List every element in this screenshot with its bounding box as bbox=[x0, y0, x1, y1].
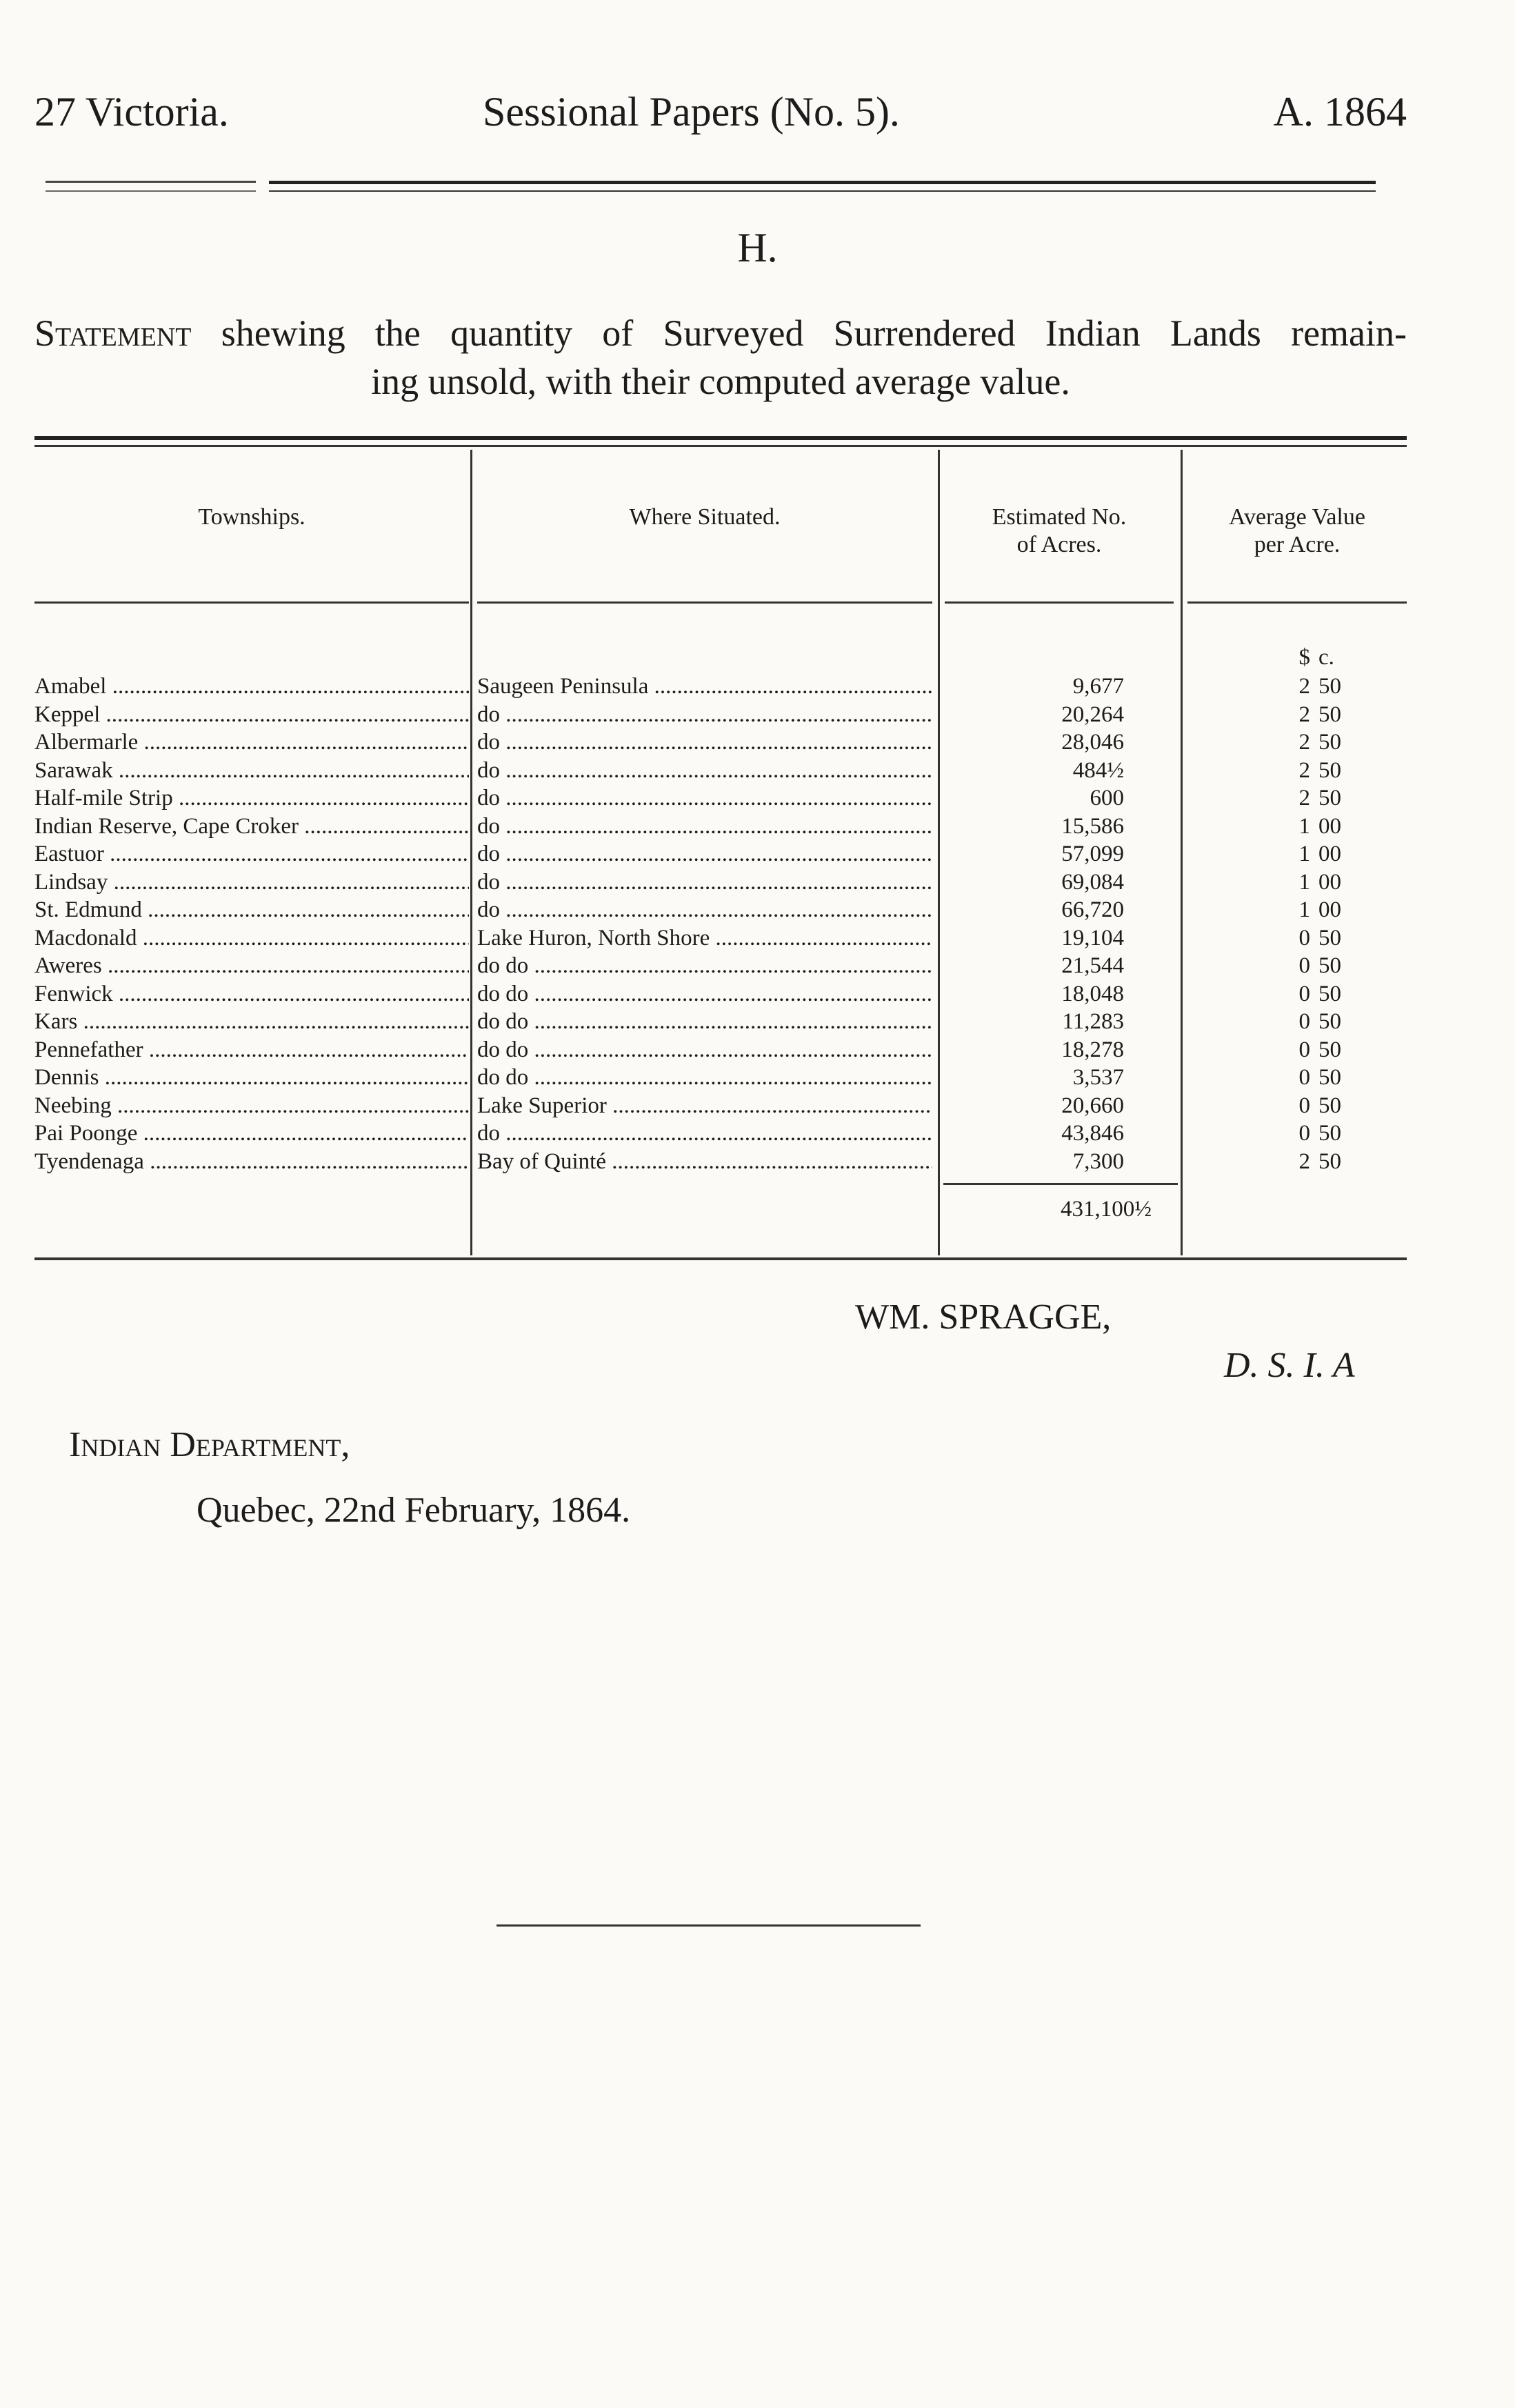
closing-rule bbox=[496, 1924, 921, 1927]
where-situated-cell: do ..... bbox=[477, 701, 932, 728]
header-townships: Townships. bbox=[198, 504, 305, 530]
acres-cell: 57,099 bbox=[1061, 842, 1124, 866]
where-situated-cell: do do ..... bbox=[477, 1064, 932, 1091]
header-where-situated: Where Situated. bbox=[629, 504, 781, 530]
acres-cell: 9,677 bbox=[1072, 674, 1124, 699]
township-cell: Pai Poonge ..... bbox=[34, 1120, 469, 1147]
table-row bbox=[0, 1120, 1515, 1147]
township-cell: Keppel ..... bbox=[34, 701, 469, 728]
where-situated-cell: do do ..... bbox=[477, 980, 932, 1008]
value-cents-cell: 50 bbox=[1318, 1148, 1341, 1174]
value-dollars-cell: 1 bbox=[1298, 813, 1310, 839]
township-cell: Eastuor ..... bbox=[34, 840, 469, 868]
running-head bbox=[34, 88, 1407, 137]
township-cell: Sarawak ..... bbox=[34, 757, 469, 784]
value-cents-cell: 50 bbox=[1318, 730, 1341, 755]
value-cents-cell: 50 bbox=[1318, 925, 1341, 951]
acres-cell: 11,283 bbox=[1062, 1009, 1124, 1034]
table-top-rule-thin bbox=[34, 445, 1407, 447]
table-row bbox=[0, 924, 1515, 952]
signer-title: D. S. I. A bbox=[1224, 1346, 1355, 1385]
value-dollars-cell: 1 bbox=[1298, 869, 1310, 895]
value-cents-cell: 50 bbox=[1318, 1093, 1341, 1118]
where-situated-cell: do ..... bbox=[477, 757, 932, 784]
where-situated-cell: do do ..... bbox=[477, 952, 932, 979]
value-cents-cell: 00 bbox=[1318, 842, 1341, 866]
header-rule bbox=[34, 601, 469, 604]
running-head-left: 27 Victoria. bbox=[34, 89, 229, 135]
township-cell: Macdonald ..... bbox=[34, 924, 469, 952]
acres-cell: 43,846 bbox=[1061, 1121, 1124, 1146]
value-dollars-cell: 0 bbox=[1298, 1037, 1310, 1062]
where-situated-cell: Lake Huron, North Shore ..... bbox=[477, 924, 932, 952]
unit-cents: c. bbox=[1318, 645, 1334, 670]
section-letter: H. bbox=[737, 225, 778, 270]
table-row bbox=[0, 896, 1515, 924]
where-situated-cell: Saugeen Peninsula ..... bbox=[477, 673, 932, 700]
table-top-rule bbox=[34, 436, 1407, 440]
acres-cell: 66,720 bbox=[1061, 897, 1124, 922]
township-cell: Tyendenaga ..... bbox=[34, 1148, 469, 1175]
township-cell: Amabel ..... bbox=[34, 673, 469, 700]
value-dollars-cell: 0 bbox=[1298, 1065, 1310, 1090]
statement-title bbox=[34, 309, 1407, 406]
township-cell: Dennis ..... bbox=[34, 1064, 469, 1091]
department: Indian Department, bbox=[69, 1425, 350, 1464]
value-cents-cell: 00 bbox=[1318, 869, 1341, 895]
table-row bbox=[0, 813, 1515, 840]
value-dollars-cell: 2 bbox=[1298, 786, 1310, 810]
table-row bbox=[0, 728, 1515, 756]
statement-line2: ing unsold, with their computed average value. bbox=[371, 361, 1070, 402]
total-acres: 431,100½ bbox=[1061, 1197, 1152, 1222]
township-cell: Aweres ..... bbox=[34, 952, 469, 979]
unit-dollars: $ bbox=[1298, 645, 1310, 670]
value-dollars-cell: 1 bbox=[1298, 897, 1310, 922]
table-row bbox=[0, 757, 1515, 784]
where-situated-cell: do ..... bbox=[477, 868, 932, 896]
where-situated-cell: do do ..... bbox=[477, 1008, 932, 1035]
township-cell: Half-mile Strip ..... bbox=[34, 784, 469, 812]
table-row bbox=[0, 1092, 1515, 1120]
township-cell: Lindsay ..... bbox=[34, 868, 469, 896]
acres-cell: 3,537 bbox=[1072, 1065, 1124, 1090]
table-row bbox=[0, 1036, 1515, 1064]
value-cents-cell: 50 bbox=[1318, 1037, 1341, 1062]
table-row bbox=[0, 980, 1515, 1008]
where-situated-cell: do do ..... bbox=[477, 1036, 932, 1064]
statement-lead-word: Statement bbox=[34, 312, 192, 354]
value-cents-cell: 00 bbox=[1318, 897, 1341, 922]
header-rule bbox=[945, 601, 1174, 604]
value-cents-cell: 50 bbox=[1318, 1009, 1341, 1034]
acres-cell: 28,046 bbox=[1061, 730, 1124, 755]
acres-cell: 18,278 bbox=[1061, 1037, 1124, 1062]
township-cell: Neebing ..... bbox=[34, 1092, 469, 1120]
where-situated-cell: do ..... bbox=[477, 784, 932, 812]
value-dollars-cell: 0 bbox=[1298, 981, 1310, 1006]
where-situated-cell: do ..... bbox=[477, 813, 932, 840]
value-cents-cell: 50 bbox=[1318, 953, 1341, 978]
running-head-right: A. 1864 bbox=[1273, 89, 1407, 135]
value-dollars-cell: 1 bbox=[1298, 842, 1310, 866]
header-value-line2: per Acre. bbox=[1254, 532, 1341, 557]
value-dollars-cell: 2 bbox=[1298, 730, 1310, 755]
value-cents-cell: 50 bbox=[1318, 981, 1341, 1006]
place-date: Quebec, 22nd February, 1864. bbox=[197, 1491, 631, 1530]
table-row bbox=[0, 1064, 1515, 1091]
head-rule-short bbox=[46, 181, 256, 183]
value-cents-cell: 50 bbox=[1318, 1121, 1341, 1146]
table-row bbox=[0, 784, 1515, 812]
header-value-line1: Average Value bbox=[1229, 504, 1365, 530]
township-cell: Albermarle ..... bbox=[34, 728, 469, 756]
table-row bbox=[0, 1148, 1515, 1175]
value-cents-cell: 50 bbox=[1318, 674, 1341, 699]
head-rule-thick bbox=[269, 181, 1376, 184]
header-acres-line1: Estimated No. bbox=[992, 504, 1127, 530]
header-average-value bbox=[1187, 504, 1407, 559]
value-cents-cell: 50 bbox=[1318, 786, 1341, 810]
table-row bbox=[0, 952, 1515, 979]
where-situated-cell: do ..... bbox=[477, 840, 932, 868]
table-row bbox=[0, 673, 1515, 700]
value-dollars-cell: 2 bbox=[1298, 757, 1310, 783]
acres-cell: 20,264 bbox=[1061, 701, 1124, 727]
value-cents-cell: 50 bbox=[1318, 701, 1341, 727]
acres-cell: 69,084 bbox=[1061, 869, 1124, 895]
header-rule bbox=[477, 601, 932, 604]
table-row bbox=[0, 868, 1515, 896]
value-dollars-cell: 0 bbox=[1298, 1093, 1310, 1118]
header-rule bbox=[1187, 601, 1407, 604]
acres-cell: 21,544 bbox=[1061, 953, 1124, 978]
value-dollars-cell: 0 bbox=[1298, 925, 1310, 951]
acres-cell: 600 bbox=[1090, 786, 1124, 810]
signer-name: WM. SPRAGGE, bbox=[855, 1297, 1112, 1337]
value-cents-cell: 50 bbox=[1318, 1065, 1341, 1090]
value-dollars-cell: 0 bbox=[1298, 953, 1310, 978]
value-cents-cell: 50 bbox=[1318, 757, 1341, 783]
acres-cell: 20,660 bbox=[1061, 1093, 1124, 1118]
total-rule bbox=[943, 1183, 1178, 1185]
where-situated-cell: do ..... bbox=[477, 896, 932, 924]
statement-line1: shewing the quantity of Surveyed Surrendered Indian Lands remain- bbox=[221, 312, 1407, 354]
value-dollars-cell: 0 bbox=[1298, 1009, 1310, 1034]
table-row bbox=[0, 840, 1515, 868]
header-acres-line2: of Acres. bbox=[1016, 532, 1102, 557]
township-cell: St. Edmund ..... bbox=[34, 896, 469, 924]
acres-cell: 15,586 bbox=[1061, 813, 1124, 839]
head-rule-short-thin bbox=[46, 190, 256, 192]
value-cents-cell: 00 bbox=[1318, 813, 1341, 839]
value-dollars-cell: 2 bbox=[1298, 701, 1310, 727]
where-situated-cell: do ..... bbox=[477, 1120, 932, 1147]
township-cell: Indian Reserve, Cape Croker ..... bbox=[34, 813, 469, 840]
value-dollars-cell: 2 bbox=[1298, 1148, 1310, 1174]
table-bottom-rule bbox=[34, 1257, 1407, 1260]
running-head-center: Sessional Papers (No. 5). bbox=[483, 89, 900, 135]
value-dollars-cell: 0 bbox=[1298, 1121, 1310, 1146]
table-row bbox=[0, 701, 1515, 728]
value-dollars-cell: 2 bbox=[1298, 674, 1310, 699]
where-situated-cell: Lake Superior ..... bbox=[477, 1092, 932, 1120]
head-rule-thin bbox=[269, 190, 1376, 192]
township-cell: Kars ..... bbox=[34, 1008, 469, 1035]
where-situated-cell: do ..... bbox=[477, 728, 932, 756]
township-cell: Pennefather ..... bbox=[34, 1036, 469, 1064]
acres-cell: 19,104 bbox=[1061, 925, 1124, 951]
header-acres bbox=[945, 504, 1174, 559]
township-cell: Fenwick ..... bbox=[34, 980, 469, 1008]
acres-cell: 484½ bbox=[1072, 757, 1124, 783]
where-situated-cell: Bay of Quinté ..... bbox=[477, 1148, 932, 1175]
acres-cell: 7,300 bbox=[1072, 1148, 1124, 1174]
acres-cell: 18,048 bbox=[1061, 981, 1124, 1006]
table-row bbox=[0, 1008, 1515, 1035]
